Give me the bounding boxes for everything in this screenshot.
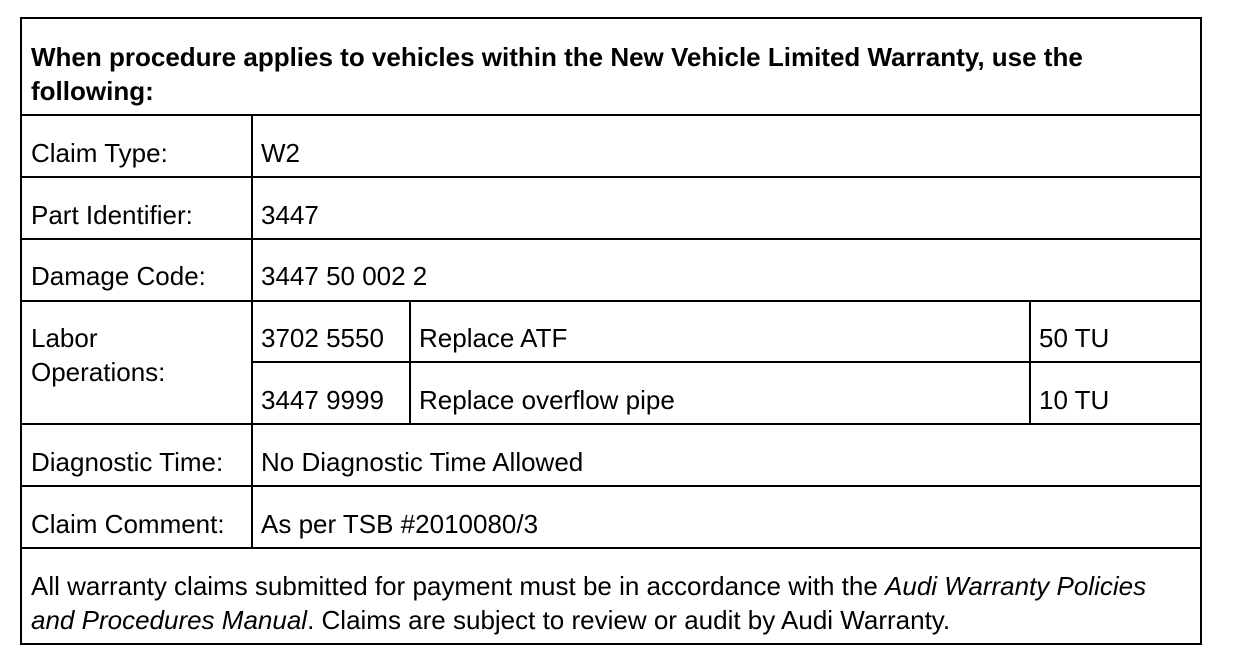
divider: [251, 114, 253, 549]
part-identifier-label: Part Identifier:: [31, 200, 193, 230]
claim-comment-label: Claim Comment:: [31, 509, 225, 539]
claim-type-label: Claim Type:: [31, 138, 168, 168]
divider: [20, 485, 1202, 487]
footer-text: All warranty claims submitted for payment must be in accordance with the: [31, 571, 886, 601]
claim-comment-value: As per TSB #2010080/3: [261, 509, 539, 539]
labor-operations-label-line2: Operations:: [31, 357, 166, 387]
labor-op-time: 50 TU: [1039, 323, 1110, 353]
divider: [20, 114, 1202, 116]
table-header: When procedure applies to vehicles within the New Vehicle Limited Warranty, use the following:: [31, 42, 1083, 106]
damage-code-label: Damage Code:: [31, 261, 206, 291]
labor-op-description: Replace overflow pipe: [419, 385, 675, 415]
labor-op-time: 10 TU: [1039, 385, 1110, 415]
part-identifier-value: 3447: [261, 200, 319, 230]
diagnostic-time-label: Diagnostic Time:: [31, 447, 224, 477]
divider: [252, 361, 1202, 363]
labor-operations-label-line1: Labor: [31, 323, 98, 353]
diagnostic-time-value: No Diagnostic Time Allowed: [261, 447, 584, 477]
divider: [20, 238, 1202, 240]
manual-title: Audi Warranty Policies and Procedures Manual: [31, 571, 1147, 635]
divider: [20, 423, 1202, 425]
divider: [20, 547, 1202, 549]
divider: [1029, 300, 1031, 425]
warranty-table: [20, 17, 1202, 645]
labor-op-code: 3702 5550: [261, 323, 384, 353]
divider: [20, 300, 1202, 302]
divider: [409, 300, 411, 425]
labor-op-description: Replace ATF: [419, 323, 568, 353]
divider: [20, 176, 1202, 178]
damage-code-value: 3447 50 002 2: [261, 261, 428, 291]
footer-text: . Claims are subject to review or audit by Audi Warranty.: [307, 605, 951, 635]
labor-op-code: 3447 9999: [261, 385, 384, 415]
claim-type-value: W2: [261, 138, 300, 168]
warranty-footer-note: [31, 569, 1196, 637]
